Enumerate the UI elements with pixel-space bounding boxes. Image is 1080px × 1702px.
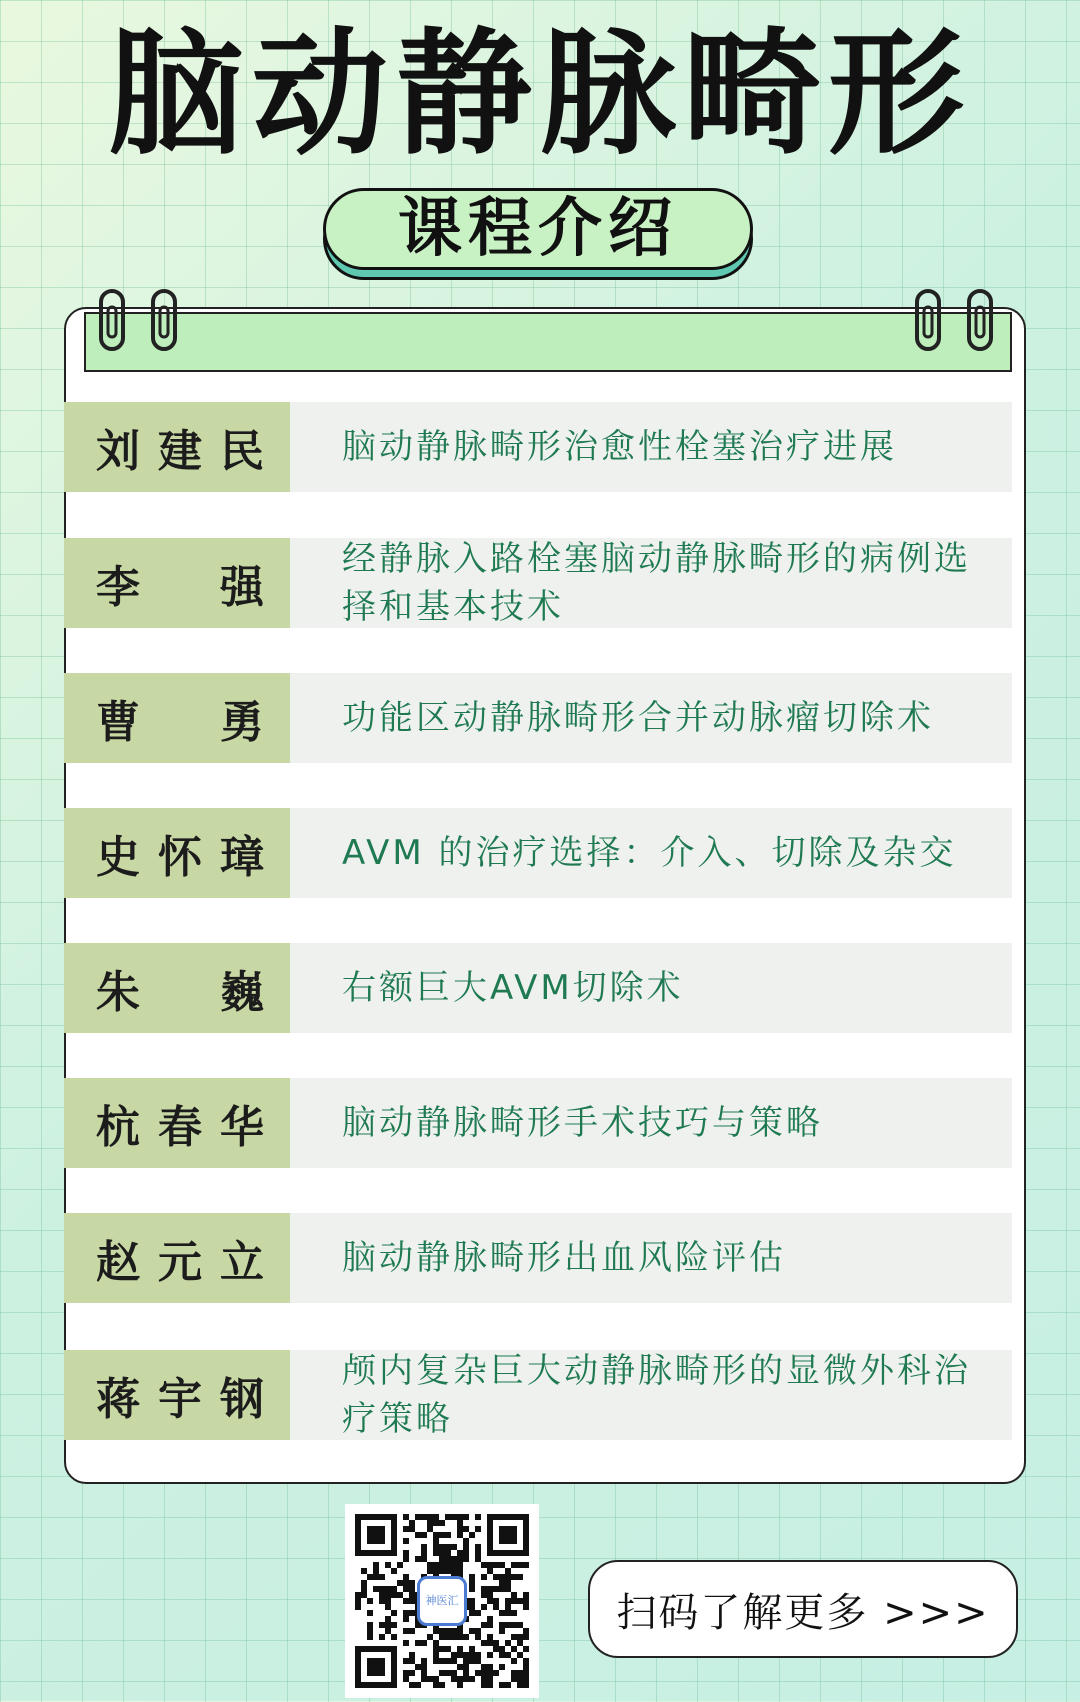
page-title: 脑动静脉畸形 xyxy=(108,16,972,174)
card-header-strip xyxy=(84,312,1012,372)
topic-text: 脑动静脉畸形治愈性栓塞治疗进展 xyxy=(342,427,897,467)
topic-text: 经静脉入路栓塞脑动静脉畸形的病例选择和基本技术 xyxy=(342,539,971,627)
speaker-name: 李强 xyxy=(96,562,264,613)
topic-cell xyxy=(290,402,1012,492)
subtitle-badge xyxy=(323,188,753,280)
scan-more-label: 扫码了解更多 >>> xyxy=(616,1589,990,1636)
speaker-name-cell xyxy=(64,1350,290,1440)
speaker-name-cell xyxy=(64,673,290,763)
topic-cell xyxy=(290,1213,1012,1303)
speaker-name-cell xyxy=(64,402,290,492)
speaker-name: 刘建民 xyxy=(96,426,264,477)
speaker-name: 曹勇 xyxy=(96,697,264,748)
qr-code[interactable] xyxy=(345,1504,539,1698)
topic-cell xyxy=(290,943,1012,1033)
topic-text: 脑动静脉畸形手术技巧与策略 xyxy=(342,1103,823,1143)
qr-logo: 神医汇 xyxy=(417,1576,467,1626)
speaker-name-cell xyxy=(64,943,290,1033)
speaker-name-cell xyxy=(64,1078,290,1168)
speaker-name: 朱巍 xyxy=(96,967,264,1018)
topic-text: AVM 的治疗选择：介入、切除及杂交 xyxy=(342,833,957,873)
speaker-name-cell xyxy=(64,538,290,628)
topic-text: 右额巨大AVM切除术 xyxy=(342,968,684,1008)
speaker-name: 赵元立 xyxy=(96,1237,264,1288)
topic-text: 脑动静脉畸形出血风险评估 xyxy=(342,1238,786,1278)
speaker-name-cell xyxy=(64,808,290,898)
subtitle-label: 课程介绍 xyxy=(323,188,753,270)
binder-ring-icon xyxy=(912,287,946,353)
topic-cell xyxy=(290,1078,1012,1168)
topic-cell xyxy=(290,673,1012,763)
binder-ring-icon xyxy=(964,287,998,353)
speaker-name-cell xyxy=(64,1213,290,1303)
topic-cell xyxy=(290,1350,1012,1440)
topic-text: 功能区动静脉畸形合并动脉瘤切除术 xyxy=(342,698,934,738)
speaker-name: 杭春华 xyxy=(96,1102,264,1153)
topic-cell xyxy=(290,808,1012,898)
topic-text: 颅内复杂巨大动静脉畸形的显微外科治疗策略 xyxy=(342,1351,971,1439)
binder-ring-icon xyxy=(148,287,182,353)
speaker-name: 史怀璋 xyxy=(96,832,264,883)
scan-more-button[interactable] xyxy=(588,1560,1018,1658)
binder-ring-icon xyxy=(96,287,130,353)
speaker-name: 蒋宇钢 xyxy=(96,1374,264,1425)
topic-cell xyxy=(290,538,1012,628)
